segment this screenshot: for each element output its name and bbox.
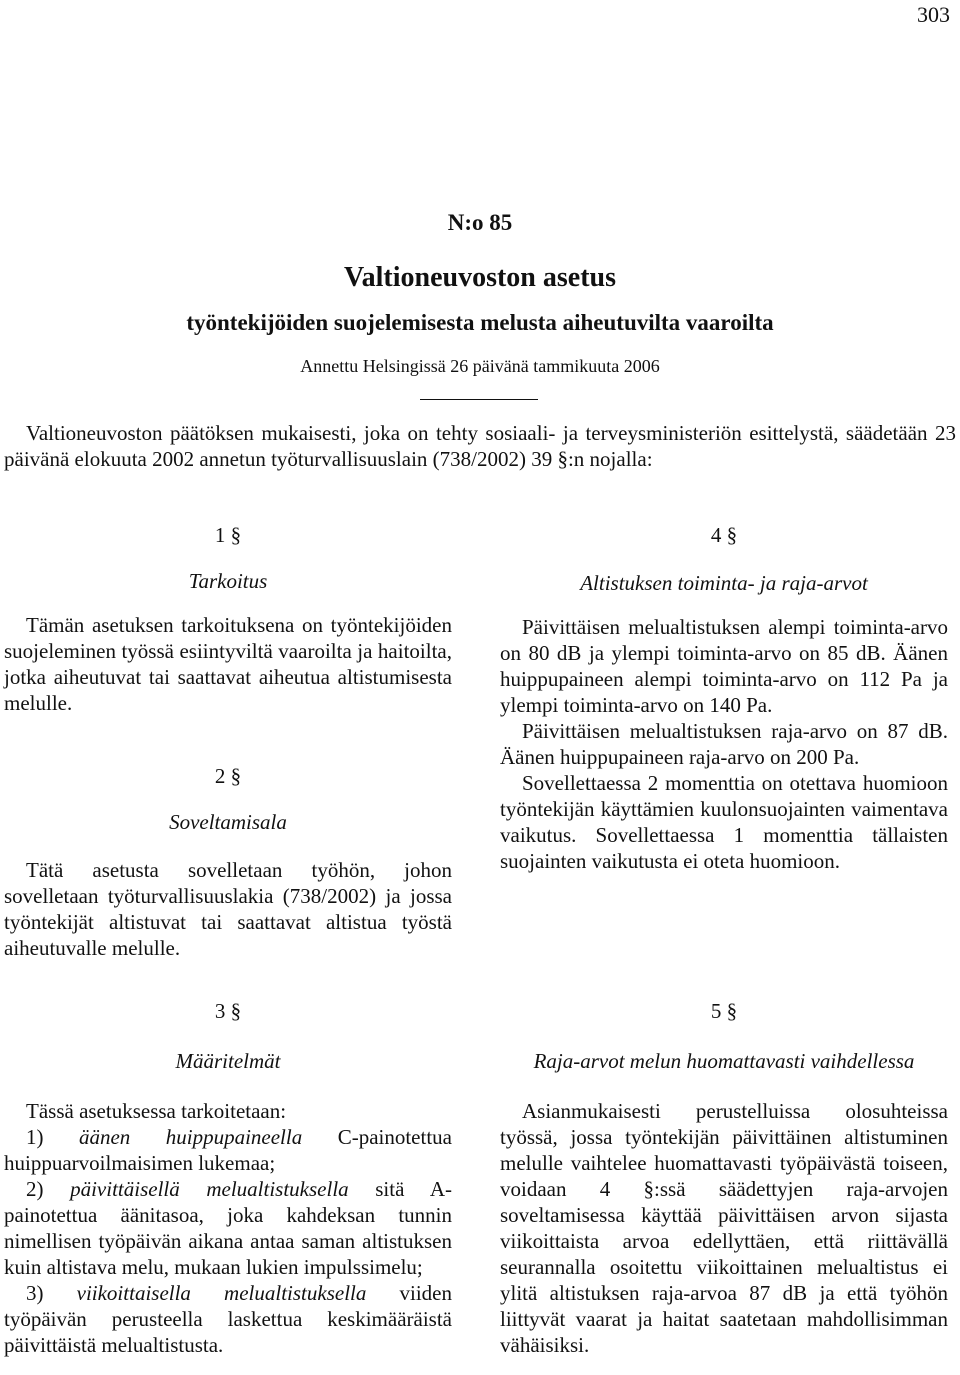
- section-number: 4 §: [710, 523, 738, 547]
- section-5: [500, 998, 948, 1358]
- paragraph: Päivittäisen melualtistuksen raja-arvo on 87 dB. Äänen huippupaineen raja-arvo on 200 Pa.: [500, 719, 948, 769]
- item-number: 3): [26, 1281, 44, 1305]
- definition-item: [4, 1176, 452, 1280]
- definition-item: [4, 1280, 452, 1358]
- section-heading: Raja-arvot melun huomattavasti vaihdellessa: [533, 1049, 915, 1073]
- definition-text: viiden työpäivän perusteella laskettua keskimääräistä päivittäistä melualtistusta.: [4, 1281, 452, 1357]
- defined-term: äänen huippupaineella: [78, 1125, 303, 1149]
- section-heading: Määritelmät: [175, 1049, 281, 1073]
- definition-item: [4, 1124, 452, 1176]
- item-number: 1): [26, 1125, 44, 1149]
- section-text: Tämän asetuksen tarkoituksena on työntekijöiden suojeleminen työssä esiintyviltä vaaroilta ja haitoilta, jotka aiheutuvat tai saattavat aiheutua altistumisesta melulle.: [4, 613, 452, 715]
- section-number: 2 §: [214, 764, 242, 788]
- section-heading: Altistuksen toiminta- ja raja-arvot: [580, 571, 868, 595]
- section-3: [4, 998, 452, 1358]
- section-2: [4, 763, 452, 961]
- section-number: 3 §: [214, 999, 242, 1023]
- section-4: [500, 522, 948, 874]
- definition-text: sitä A-painotettua äänitasoa, joka kahdeksan tunnin nimellisen työpäivän aikana antaa saman altistuksen kuin altistava melu, mukaan lukien impulssimelu;: [4, 1177, 452, 1279]
- section-heading: Tarkoitus: [188, 569, 268, 593]
- title-divider: [420, 399, 538, 400]
- document-title: Valtioneuvoston asetus: [343, 262, 616, 293]
- section-1: [4, 522, 452, 716]
- document-subtitle: työntekijöiden suojelemisesta melusta aiheutuvilta vaaroilta: [186, 310, 774, 335]
- defined-term: päivittäisellä melualtistuksella: [70, 1177, 349, 1201]
- paragraph: Sovellettaessa 2 momenttia on otettava huomioon työntekijän käyttämien kuulonsuojainten vaimentava vaikutus. Sovellettaessa 1 momenttia tällaisten suojainten vaikutusta ei oteta huomioon.: [500, 771, 948, 873]
- statute-number: N:o 85: [447, 210, 513, 235]
- item-number: 2): [26, 1177, 44, 1201]
- section-text: Tätä asetusta sovelletaan työhön, johon sovelletaan työturvallisuuslakia (738/2002) ja jossa työntekijät altistuvat tai saattavat altistua työstä aiheutuvalle melulle.: [4, 858, 452, 960]
- definitions-lead: Tässä asetuksessa tarkoitetaan:: [26, 1099, 287, 1123]
- section-heading: Soveltamisala: [169, 810, 287, 834]
- page-number: 303: [917, 2, 950, 27]
- given-date-line: Annettu Helsingissä 26 päivänä tammikuuta 2006: [300, 356, 660, 376]
- paragraph: Päivittäisen melualtistuksen alempi toiminta-arvo on 80 dB ja ylempi toiminta-arvo on 85 dB. Äänen huippupaineen alempi toiminta-arvo on 112 Pa ja ylempi toiminta-arvo on 140 Pa.: [500, 615, 948, 717]
- preamble: Valtioneuvoston päätöksen mukaisesti, joka on tehty sosiaali- ja terveysministeriön esittelystä, säädetään 23 päivänä elokuuta 2002 annetun työturvallisuuslain (738/2002) 39 §:n nojalla:: [4, 421, 956, 471]
- section-text: Asianmukaisesti perustelluissa olosuhteissa työssä, jossa työntekijän päivittäinen altistuminen melulle vaihtelee huomattavasti työpäivästä toiseen, voidaan 4 §:ssä säädettyjen raja-arvojen soveltamisessa käyttää päivittäisen arvon sijasta viikoittaista arvoa edellyttäen, että riittävällä seurannalla osoitettu viikoittainen melualtistus ei ylitä altistuksen raja-arvoa 87 dB ja että työhön liittyvät vaarat ja haitat saatetaan mahdollisimman vähäisiksi.: [500, 1099, 948, 1357]
- section-number: 5 §: [710, 999, 738, 1023]
- section-number: 1 §: [214, 523, 242, 547]
- defined-term: viikoittaisella melualtistuksella: [76, 1281, 367, 1305]
- definition-text: C-painotettua huippuarvoilmaisimen lukemaa;: [4, 1125, 452, 1175]
